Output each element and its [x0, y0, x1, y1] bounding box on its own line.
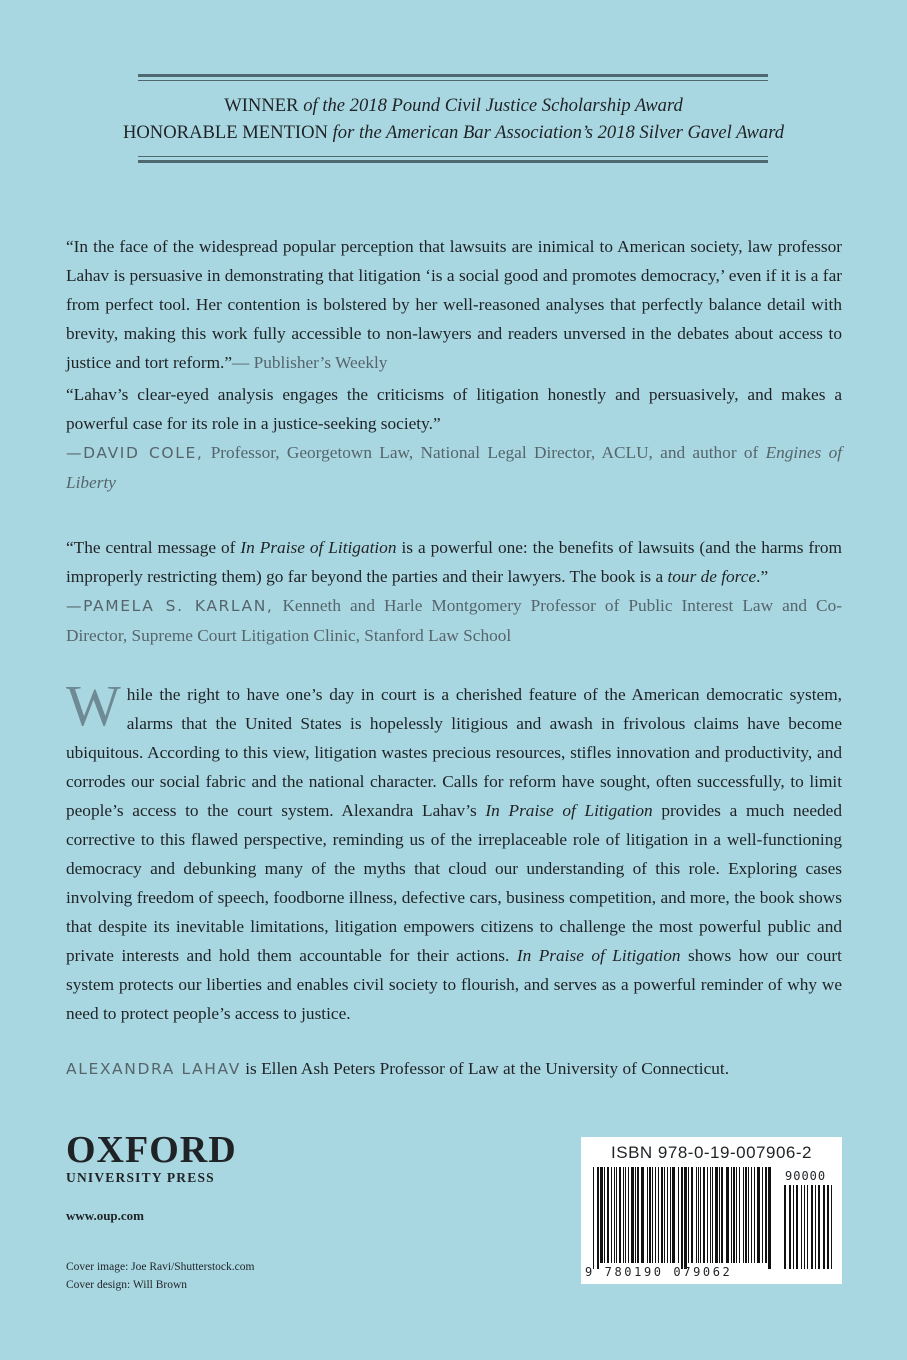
- award-line-2: [0, 119, 907, 146]
- author-bio: [66, 1054, 842, 1084]
- barcode-bar: [637, 1167, 639, 1263]
- barcode-bar: [739, 1167, 740, 1263]
- addon-bar: [801, 1185, 802, 1269]
- barcode-bar: [745, 1167, 747, 1263]
- barcode-bar: [600, 1167, 603, 1263]
- description-part-3: shows how our court system protects our liberties and enables civil society to flourish, and serves as a powerful reminder of why we need to protect people’s access to justice.: [66, 946, 842, 1023]
- barcode-bar: [754, 1167, 755, 1263]
- barcode-bar: [688, 1167, 689, 1263]
- review-publishers-weekly: [66, 232, 842, 377]
- cover-image-credit: Cover image: Joe Ravi/Shutterstock.com: [66, 1261, 255, 1273]
- isbn-barcode: [581, 1137, 842, 1284]
- review-2-quote: “Lahav’s clear-eyed analysis engages the criticisms of litigation honestly and persuasively, and makes a powerful case for its role in a justice-seeking society.”: [66, 385, 842, 433]
- barcode-bar: [715, 1167, 718, 1263]
- barcode-bar: [597, 1167, 599, 1269]
- addon-bar: [811, 1185, 813, 1269]
- barcode-bar: [748, 1167, 749, 1263]
- barcode-bar: [751, 1167, 752, 1263]
- addon-bar: [831, 1185, 832, 1269]
- addon-digits: 90000: [785, 1169, 827, 1183]
- barcode-bar: [614, 1167, 615, 1263]
- review-david-cole: [66, 380, 842, 497]
- barcode-bar: [733, 1167, 735, 1263]
- barcode-bar: [765, 1167, 767, 1263]
- barcode-bar: [712, 1167, 713, 1263]
- author-bio-text: is Ellen Ash Peters Professor of Law at the University of Connecticut.: [245, 1059, 730, 1078]
- review-3-quote-a: “The central message of: [66, 538, 236, 557]
- review-3-affiliation: Kenneth and Harle Montgomery Professor of Public Interest Law and Co-Director, Supreme Court Litigation Clinic, Stanford Law School: [66, 596, 842, 645]
- barcode-bar: [667, 1167, 668, 1263]
- barcode-bar: [703, 1167, 705, 1263]
- review-3-tour: tour de force: [667, 567, 757, 586]
- drop-cap: W: [66, 673, 121, 738]
- barcode-bar: [719, 1167, 720, 1263]
- barcode-bar: [623, 1167, 624, 1263]
- barcode-bar: [661, 1167, 663, 1263]
- award-1-text: of the 2018 Pound Civil Justice Scholarship Award: [303, 95, 683, 116]
- barcode-bar: [681, 1167, 683, 1269]
- barcode-bar: [726, 1167, 729, 1263]
- barcode-bar: [710, 1167, 711, 1263]
- barcode-bar: [649, 1167, 651, 1263]
- addon-bar: [807, 1185, 808, 1269]
- review-2-affiliation: Professor, Georgetown Law, National Legal Director, ACLU, and author of: [210, 443, 759, 462]
- barcode-bar: [616, 1167, 617, 1263]
- barcode-bar: [641, 1167, 644, 1263]
- review-1-quote: “In the face of the widespread popular perception that lawsuits are inimical to American society, law professor Lahav is persuasive in demonstrating that litigation ‘is a social good and promotes democracy,’ even if it is a far from perfect tool. Her contention is bolstered by her well-reasoned analyses that perfectly balance detail with brevity, making this work fully accessible to non-lawyers and readers unversed in the debates about access to justice and tort reform.”: [66, 237, 842, 372]
- barcode-bar: [647, 1167, 648, 1263]
- review-3-name: —PAMELA S. KARLAN,: [66, 597, 274, 615]
- description-title-2: In Praise of Litigation: [516, 946, 681, 965]
- barcode-bar: [611, 1167, 612, 1263]
- description-part-2: provides a much needed corrective to this flawed perspective, reminding us of the irreplaceable role of litigation in a well-functioning democracy and debunking many of the myths that cloud our understanding of this role. Exploring cases involving freedom of speech, foodborne illness, defective cars, business competition, and more, the book shows that despite its inevitable limitations, litigation empowers citizens to challenge the most powerful public and private interests and hold them accountable for their actions.: [66, 801, 842, 965]
- barcode-bar: [768, 1167, 771, 1269]
- review-3-title: In Praise of Litigation: [240, 538, 397, 557]
- barcode-bar: [607, 1167, 609, 1263]
- publisher-url[interactable]: www.oup.com: [66, 1208, 145, 1223]
- addon-bar: [789, 1185, 791, 1269]
- review-3-quote-b: is a powerful one: the benefits of lawsuits (and the harms from improperly restricting them) go far beyond the parties and their lawyers. The book is a: [66, 538, 843, 586]
- barcode-bar: [593, 1167, 594, 1269]
- publisher-logo: OXFORD: [66, 1129, 237, 1171]
- barcode-bar: [672, 1167, 675, 1263]
- barcode-bar: [696, 1167, 697, 1263]
- description-title-1: In Praise of Litigation: [485, 801, 653, 820]
- cover-design-credit: Cover design: Will Brown: [66, 1279, 188, 1291]
- barcode-bar: [664, 1167, 665, 1263]
- publisher-sub: UNIVERSITY PRESS: [66, 1170, 215, 1185]
- addon-bar: [796, 1185, 798, 1269]
- awards-block: [0, 92, 907, 146]
- review-2-book: Engines of Liberty: [66, 443, 843, 492]
- barcode-bar: [670, 1167, 671, 1263]
- top-rule: [138, 74, 768, 81]
- author-name: ALEXANDRA LAHAV: [66, 1060, 241, 1078]
- addon-bar: [784, 1185, 786, 1269]
- barcode-bar: [731, 1167, 732, 1263]
- barcode-bar: [743, 1167, 744, 1263]
- barcode-bar: [619, 1167, 621, 1263]
- barcode-bar: [736, 1167, 737, 1263]
- award-1-label: WINNER: [224, 95, 299, 116]
- review-3-quote-c: .”: [756, 567, 769, 586]
- barcode-bar: [635, 1167, 636, 1263]
- barcode-bar: [604, 1167, 605, 1263]
- barcode-bar: [625, 1167, 626, 1263]
- addon-bar: [818, 1185, 820, 1269]
- addon-bar: [827, 1185, 829, 1269]
- barcode-bar: [684, 1167, 687, 1269]
- review-2-name: —DAVID COLE,: [66, 444, 204, 462]
- barcode-bar: [757, 1167, 760, 1263]
- bottom-rule: [138, 156, 768, 163]
- description-part-1: hile the right to have one’s day in court is a cherished feature of the American democratic system, alarms that the United States is hopelessly litigious and awash in frivolous claims have become ubiquitous. According to this view, litigation wastes precious resources, stifles innovation and productivity, and corrodes our social fabric and the national character. Calls for reform have sought, often successfully, to limit people’s access to the court system. Alexandra Lahav’s: [66, 685, 842, 820]
- addon-bar: [815, 1185, 816, 1269]
- review-1-source: — Publisher’s Weekly: [232, 353, 388, 372]
- barcode-bar: [631, 1167, 634, 1263]
- review-pamela-karlan: [66, 533, 842, 650]
- book-description: [66, 673, 842, 1028]
- addon-bar: [823, 1185, 825, 1269]
- barcode-bar: [721, 1167, 723, 1263]
- barcode-bar: [700, 1167, 701, 1263]
- barcode-bar: [655, 1167, 656, 1263]
- barcode-bar: [652, 1167, 653, 1263]
- barcode-bar: [762, 1167, 763, 1263]
- award-line-1: [0, 92, 907, 119]
- award-2-text: for the American Bar Association’s 2018 Silver Gavel Award: [332, 122, 785, 143]
- barcode-bar: [691, 1167, 693, 1263]
- barcode-bar: [698, 1167, 699, 1263]
- barcode-bar: [678, 1167, 679, 1263]
- ean-digits: 9 780190 079062: [585, 1265, 733, 1279]
- isbn-label: ISBN 978-0-19-007906-2: [611, 1143, 812, 1162]
- barcode-bar: [707, 1167, 708, 1263]
- award-2-label: HONORABLE MENTION: [122, 122, 328, 143]
- addon-bar: [804, 1185, 805, 1269]
- addon-bar: [793, 1185, 794, 1269]
- barcode-bar: [658, 1167, 659, 1263]
- barcode-bar: [628, 1167, 629, 1263]
